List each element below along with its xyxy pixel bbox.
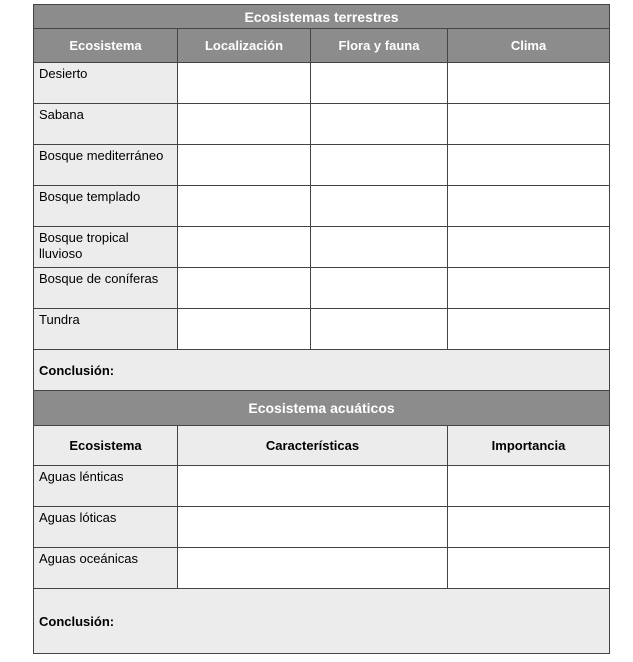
terrestrial-conclusion[interactable]: Conclusión:	[34, 350, 610, 391]
ecosystem-name: Sabana	[34, 104, 178, 145]
table-row	[34, 268, 610, 309]
flora-fauna-cell[interactable]	[311, 227, 448, 268]
clima-cell[interactable]	[448, 186, 610, 227]
flora-fauna-cell[interactable]	[311, 63, 448, 104]
flora-fauna-cell[interactable]	[311, 268, 448, 309]
importancia-cell[interactable]	[448, 548, 610, 589]
ecosystem-name: Bosque mediterráneo	[34, 145, 178, 186]
clima-cell[interactable]	[448, 63, 610, 104]
clima-cell[interactable]	[448, 309, 610, 350]
caracteristicas-cell[interactable]	[178, 548, 448, 589]
table-row	[34, 227, 610, 268]
col-header-clima: Clima	[448, 29, 610, 63]
table-row	[34, 145, 610, 186]
flora-fauna-cell[interactable]	[311, 186, 448, 227]
flora-fauna-cell[interactable]	[311, 145, 448, 186]
localizacion-cell[interactable]	[178, 145, 311, 186]
terrestrial-table	[33, 4, 610, 391]
aquatic-conclusion[interactable]: Conclusión:	[34, 589, 610, 654]
localizacion-cell[interactable]	[178, 186, 311, 227]
aquatic-table	[33, 390, 610, 654]
col-header-ecosistema: Ecosistema	[34, 426, 178, 466]
ecosystem-name: Aguas lénticas	[34, 466, 178, 507]
clima-cell[interactable]	[448, 227, 610, 268]
col-header-ecosistema: Ecosistema	[34, 29, 178, 63]
ecosystem-name: Desierto	[34, 63, 178, 104]
localizacion-cell[interactable]	[178, 268, 311, 309]
worksheet	[33, 4, 609, 654]
ecosystem-name: Bosque tropical lluvioso	[34, 227, 178, 268]
table-row	[34, 186, 610, 227]
localizacion-cell[interactable]	[178, 63, 311, 104]
flora-fauna-cell[interactable]	[311, 309, 448, 350]
terrestrial-title: Ecosistemas terrestres	[34, 5, 610, 29]
caracteristicas-cell[interactable]	[178, 466, 448, 507]
ecosystem-name: Aguas oceánicas	[34, 548, 178, 589]
clima-cell[interactable]	[448, 104, 610, 145]
aquatic-title: Ecosistema acuáticos	[34, 391, 610, 426]
ecosystem-name: Aguas lóticas	[34, 507, 178, 548]
col-header-importancia: Importancia	[448, 426, 610, 466]
col-header-caracteristicas: Características	[178, 426, 448, 466]
caracteristicas-cell[interactable]	[178, 507, 448, 548]
clima-cell[interactable]	[448, 145, 610, 186]
localizacion-cell[interactable]	[178, 104, 311, 145]
localizacion-cell[interactable]	[178, 227, 311, 268]
table-row	[34, 466, 610, 507]
ecosystem-name: Bosque de coníferas	[34, 268, 178, 309]
importancia-cell[interactable]	[448, 507, 610, 548]
table-row	[34, 309, 610, 350]
table-row	[34, 548, 610, 589]
col-header-localizacion: Localización	[178, 29, 311, 63]
importancia-cell[interactable]	[448, 466, 610, 507]
table-row	[34, 63, 610, 104]
col-header-flora-fauna: Flora y fauna	[311, 29, 448, 63]
table-row	[34, 104, 610, 145]
flora-fauna-cell[interactable]	[311, 104, 448, 145]
ecosystem-name: Bosque templado	[34, 186, 178, 227]
ecosystem-name: Tundra	[34, 309, 178, 350]
table-row	[34, 507, 610, 548]
clima-cell[interactable]	[448, 268, 610, 309]
localizacion-cell[interactable]	[178, 309, 311, 350]
